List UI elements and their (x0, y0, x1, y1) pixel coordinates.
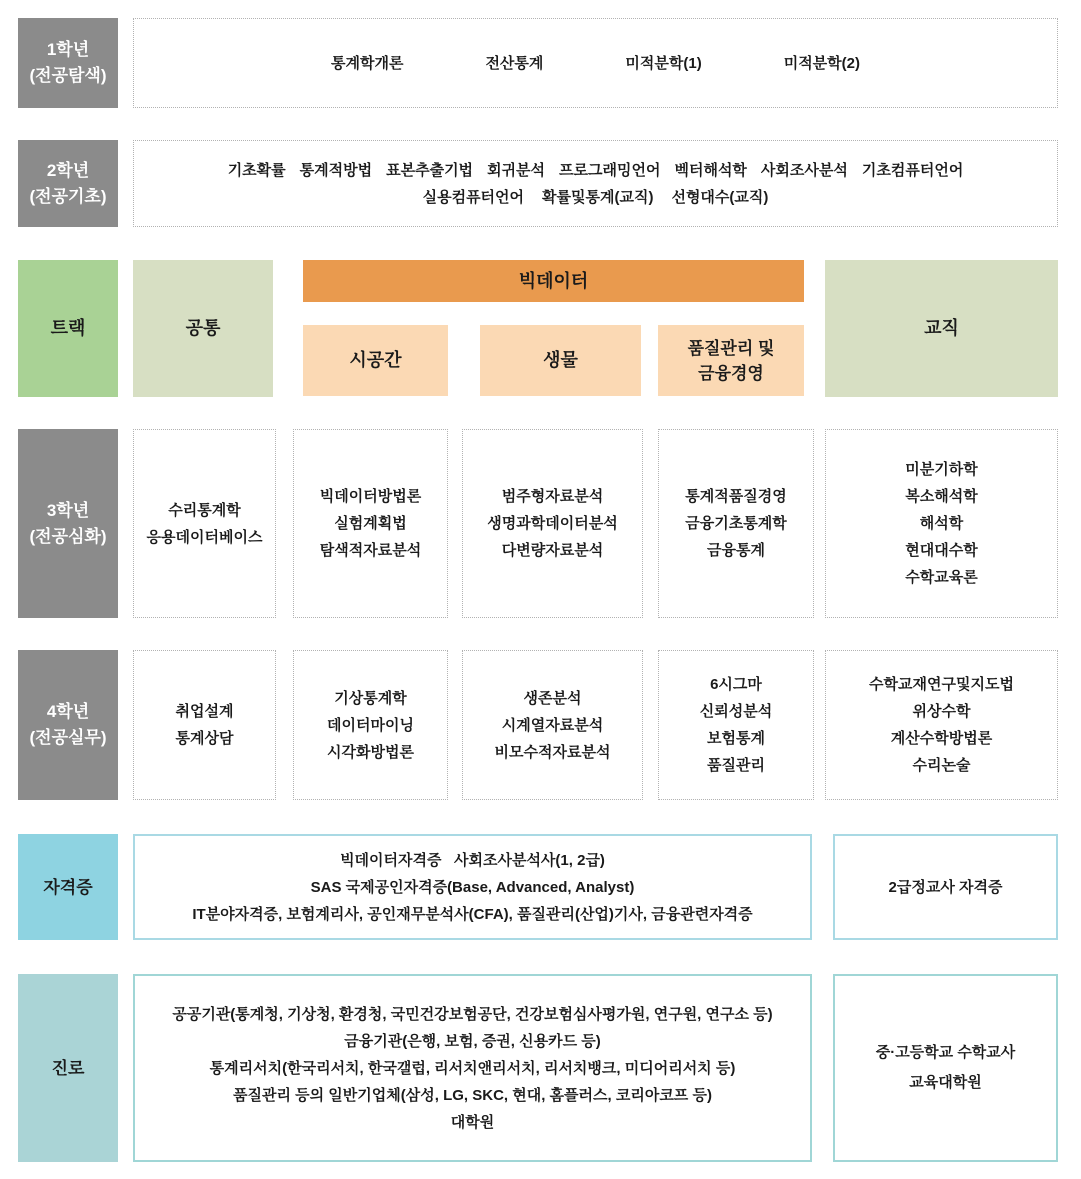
course-item: 비모수적자료분석 (494, 743, 611, 761)
course-item: 시계열자료분석 (501, 716, 604, 734)
course-item: 미적분학(2) (783, 54, 860, 72)
course-item: 미적분학(1) (625, 54, 702, 72)
course-item: 데이터마이닝 (327, 716, 414, 734)
course-item: 통계학개론 (330, 54, 404, 72)
year4-label-line1: 4학년 (46, 702, 90, 721)
course-item: 계산수학방법론 (890, 730, 993, 747)
course-item: 품질관리 (707, 757, 765, 774)
course-item: 현대대수학 (905, 542, 978, 559)
course-item: 실험계획법 (334, 515, 407, 532)
cert-teaching-text: 2급정교사 자격증 (888, 878, 1003, 896)
course-item: 금융기초통계학 (685, 515, 787, 532)
course-item: 프로그래밍언어 (559, 161, 661, 179)
course-item: 수리통계학 (168, 501, 241, 519)
track-teaching-box: 교직 (825, 260, 1058, 397)
year4-teaching-courses (825, 650, 1058, 800)
course-item: 통계상담 (175, 730, 234, 747)
year1-courses-box (133, 18, 1058, 108)
career-line: 금융기관(은행, 보험, 증권, 신용카드 등) (344, 1032, 601, 1050)
track-common-box: 공통 (133, 260, 273, 397)
course-item: 6시그마 (710, 676, 762, 693)
course-item: 통계적방법 (299, 161, 373, 179)
cert-main-box (133, 834, 812, 940)
track-label-box: 트랙 (18, 260, 118, 397)
career-teaching-box (833, 974, 1058, 1162)
course-item: 복소해석학 (905, 488, 978, 505)
course-item: 벡터해석학 (674, 161, 747, 179)
course-item: 탐색적자료분석 (319, 542, 422, 559)
track-sub-quality-finance-line2: 금융경영 (698, 363, 764, 383)
career-line: 통계리서치(한국리서치, 한국갤럽, 리서치앤리서치, 리서치뱅크, 미디어리서치 등) (209, 1059, 736, 1077)
cert-teaching-box (833, 834, 1058, 940)
year4-common-courses (133, 650, 276, 800)
cert-line: 빅데이터자격증 사회조사분석사(1, 2급) (340, 851, 605, 869)
course-item: 응용데이터베이스 (146, 528, 263, 546)
course-item: 취업설계 (175, 703, 234, 720)
year3-quality-finance-courses (658, 429, 814, 618)
year3-common-courses (133, 429, 276, 618)
course-item: 전산통계 (485, 54, 544, 72)
track-bigdata-header: 빅데이터 (303, 260, 804, 302)
course-item: 수리논술 (912, 757, 971, 774)
year4-label-box (18, 650, 118, 800)
track-sub-biology: 생물 (480, 325, 641, 396)
cert-line: SAS 국제공인자격증(Base, Advanced, Analyst) (310, 878, 635, 896)
year1-label-box (18, 18, 118, 108)
year3-label-box (18, 429, 118, 618)
year3-label-line2: (전공심화) (29, 526, 107, 546)
year3-biology-courses (462, 429, 643, 618)
year2-courses-box (133, 140, 1058, 227)
course-item: 실용컴퓨터언어 (422, 188, 525, 206)
course-item: 금융통계 (707, 542, 765, 559)
cert-label-box: 자격증 (18, 834, 118, 940)
year2-label-line1: 2학년 (46, 160, 90, 180)
year3-teaching-courses (825, 429, 1058, 618)
career-line: 공공기관(통계청, 기상청, 환경청, 국민건강보험공단, 건강보험심사평가원, 연구원, 연구소 등) (172, 1005, 773, 1023)
track-sub-quality-finance (658, 325, 804, 396)
career-line: 품질관리 등의 일반기업체(삼성, LG, SKC, 현대, 홈플러스, 코리아코프 등) (233, 1086, 712, 1104)
course-item: 빅데이터방법론 (319, 488, 422, 505)
track-sub-quality-finance-line1: 품질관리 및 (687, 338, 775, 358)
course-item: 기초확률 (227, 161, 286, 179)
course-item: 미분기하학 (905, 461, 978, 478)
cert-line: IT분야자격증, 보험계리사, 공인재무분석사(CFA), 품질관리(산업)기사, 금융관련자격증 (192, 905, 753, 923)
course-item: 통계적품질경영 (685, 488, 787, 505)
year1-label-line1: 1학년 (46, 40, 90, 59)
year2-courses-line2 (423, 184, 769, 211)
year3-label-line1: 3학년 (46, 500, 90, 520)
course-item: 기초컴퓨터언어 (861, 161, 964, 179)
course-item: 기상통계학 (334, 689, 407, 707)
year4-quality-finance-courses (658, 650, 814, 800)
course-item: 생명과학데이터분석 (487, 515, 618, 532)
year4-spatiotemporal-courses (293, 650, 448, 800)
course-item: 표본추출기법 (386, 161, 474, 179)
career-teaching-line2: 교육대학원 (909, 1074, 982, 1091)
course-item: 신뢰성분석 (699, 703, 773, 720)
course-item: 회귀분석 (487, 161, 546, 179)
career-main-box (133, 974, 812, 1162)
track-sub-spatiotemporal: 시공간 (303, 325, 448, 396)
year2-courses-line1 (228, 157, 964, 184)
course-item: 수학교육론 (905, 569, 978, 586)
course-item: 다변량자료분석 (501, 542, 604, 559)
course-item: 생존분석 (523, 689, 582, 707)
year1-label-line2: (전공탐색) (29, 66, 107, 85)
course-item: 선형대수(교직) (671, 188, 769, 206)
course-item: 시각화방법론 (327, 743, 414, 761)
career-teaching-line1: 중·고등학교 수학교사 (875, 1044, 1016, 1061)
course-item: 보험통계 (707, 730, 765, 747)
course-item: 확률및통계(교직) (542, 188, 654, 206)
year4-label-line2: (전공실무) (29, 728, 107, 747)
year2-label-box (18, 140, 118, 227)
course-item: 해석학 (919, 515, 964, 532)
career-label-box: 진로 (18, 974, 118, 1162)
year4-biology-courses (462, 650, 643, 800)
course-item: 사회조사분석 (760, 161, 848, 179)
career-line: 대학원 (450, 1113, 495, 1131)
course-item: 범주형자료분석 (501, 488, 604, 505)
year2-label-line2: (전공기초) (29, 186, 107, 206)
course-item: 수학교재연구및지도법 (869, 676, 1014, 693)
year3-spatiotemporal-courses (293, 429, 448, 618)
course-item: 위상수학 (912, 703, 971, 720)
